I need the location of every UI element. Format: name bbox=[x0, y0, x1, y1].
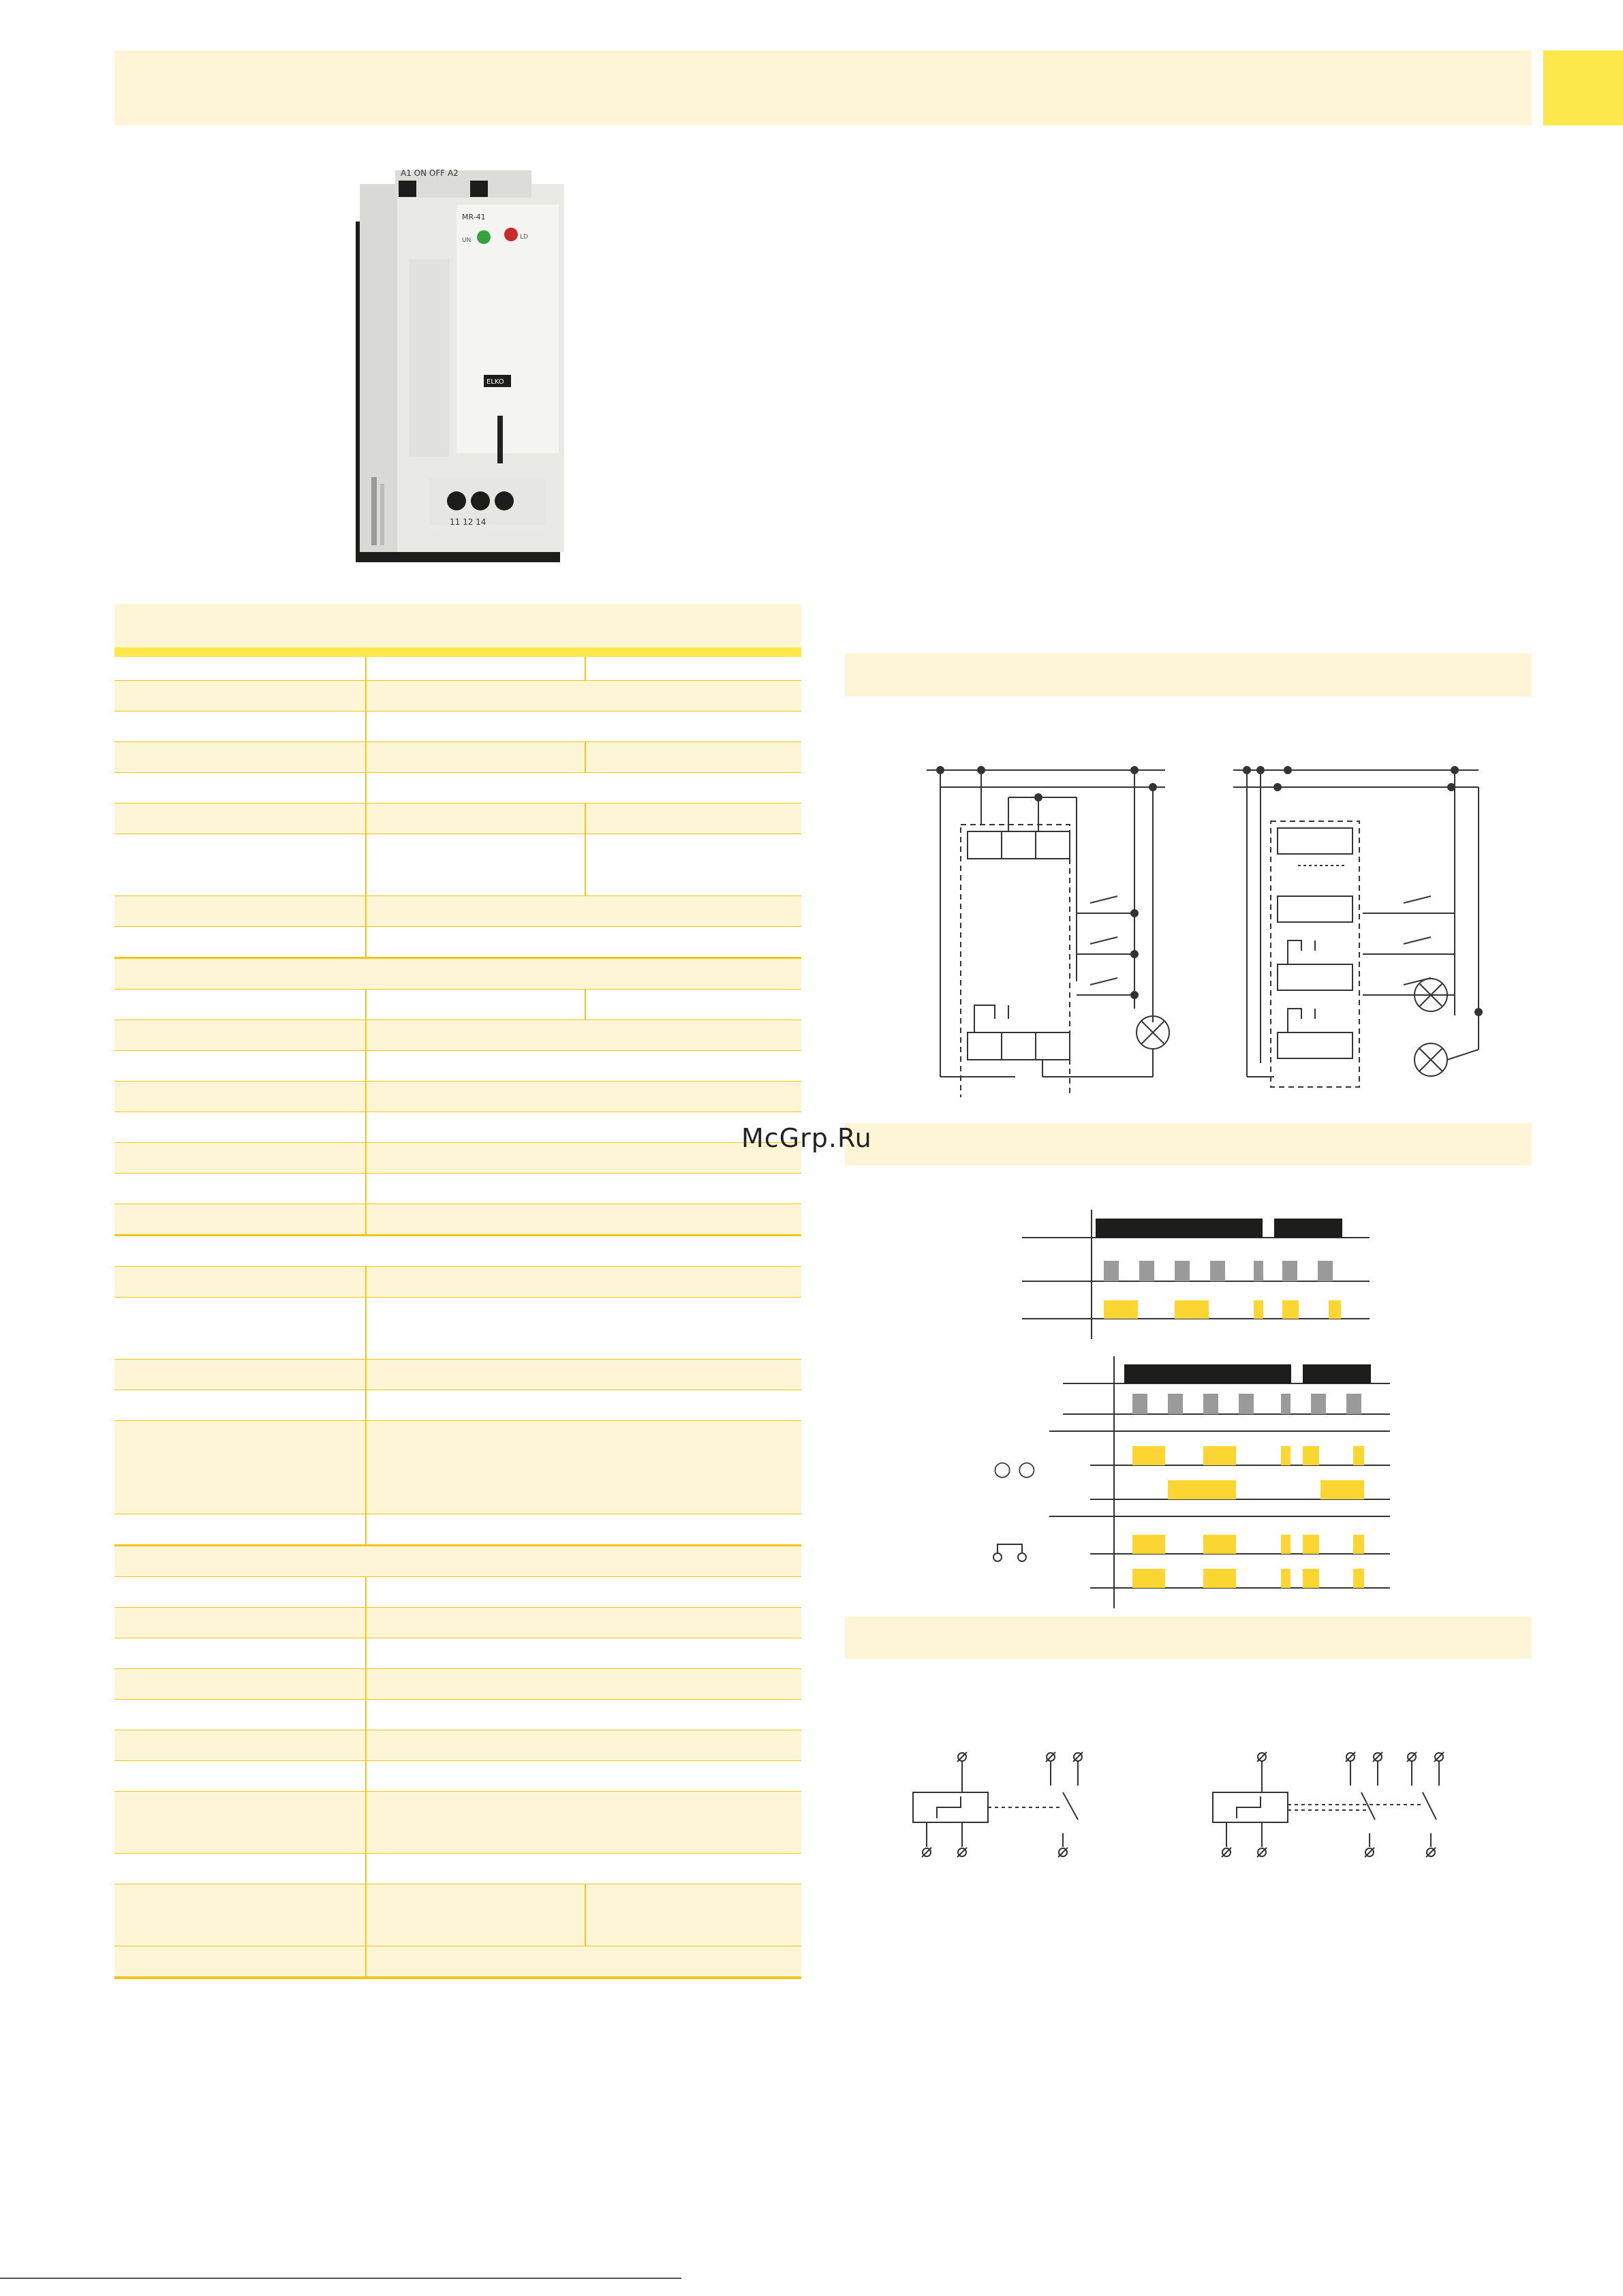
contact-nc-icon bbox=[998, 1544, 1022, 1554]
table-row bbox=[114, 1020, 801, 1051]
table-row bbox=[114, 1514, 801, 1546]
product-image bbox=[341, 157, 627, 566]
table-row bbox=[114, 1421, 801, 1514]
table-row bbox=[114, 1761, 801, 1792]
table-row bbox=[114, 1638, 801, 1669]
table-row bbox=[114, 1267, 801, 1298]
table-row bbox=[114, 1792, 801, 1854]
table-row bbox=[114, 1082, 801, 1112]
function-timing-diagram-2 bbox=[981, 1356, 1404, 1615]
table-row bbox=[114, 1390, 801, 1421]
table-row bbox=[114, 742, 801, 773]
spec-table bbox=[114, 604, 801, 1979]
led-green-icon bbox=[477, 230, 491, 244]
section-row bbox=[114, 959, 801, 990]
section-header-symbol bbox=[845, 1617, 1532, 1659]
table-row bbox=[114, 1700, 801, 1730]
table-row bbox=[114, 896, 801, 927]
terminal-icon bbox=[471, 491, 490, 510]
product-model: MR-41 bbox=[462, 213, 486, 221]
spec-table-header bbox=[114, 604, 801, 647]
terminal-icon bbox=[447, 491, 466, 510]
product-top-label: A1 ON OFF A2 bbox=[401, 168, 459, 178]
led-red-icon bbox=[504, 228, 518, 241]
table-row bbox=[114, 834, 801, 896]
table-row bbox=[114, 1143, 801, 1174]
table-row bbox=[114, 1051, 801, 1082]
section-header-wiring bbox=[845, 653, 1532, 697]
table-row bbox=[114, 990, 801, 1020]
table-row bbox=[114, 803, 801, 834]
header-band bbox=[114, 50, 1532, 125]
terminal-icon bbox=[495, 491, 514, 510]
table-row bbox=[114, 657, 801, 681]
function-timing-diagram-1 bbox=[1015, 1193, 1383, 1349]
spec-table-header-bar bbox=[114, 647, 801, 657]
table-row bbox=[114, 711, 801, 742]
table-row bbox=[114, 1669, 801, 1700]
table-row bbox=[114, 1730, 801, 1761]
table-row bbox=[114, 1577, 801, 1608]
table-row bbox=[114, 681, 801, 711]
table-row bbox=[114, 1360, 801, 1390]
led-left-label: UN bbox=[462, 237, 472, 244]
header-tab bbox=[1543, 50, 1623, 125]
relay-symbol-single bbox=[899, 1745, 1117, 1867]
table-row bbox=[114, 1854, 801, 1884]
table-row bbox=[114, 773, 801, 803]
section-row bbox=[114, 1236, 801, 1267]
table-row bbox=[114, 1608, 801, 1638]
product-terminals: 11 12 14 bbox=[450, 517, 486, 527]
wiring-diagram-single bbox=[913, 750, 1233, 1097]
contacts-no-label: ○ ○ bbox=[993, 1457, 1036, 1481]
wiring-diagram-double bbox=[1220, 750, 1506, 1097]
product-brand: ELKO bbox=[486, 378, 504, 386]
led-right-label: LD bbox=[520, 234, 528, 241]
section-row bbox=[114, 1546, 801, 1577]
table-row bbox=[114, 1946, 801, 1979]
watermark: McGrp.Ru bbox=[741, 1123, 872, 1153]
table-row bbox=[114, 1298, 801, 1360]
table-row bbox=[114, 1884, 801, 1946]
footer-rule bbox=[0, 2278, 681, 2279]
relay-symbol-double bbox=[1199, 1745, 1458, 1867]
table-row bbox=[114, 1174, 801, 1204]
section-header-function bbox=[845, 1123, 1532, 1165]
table-row bbox=[114, 1112, 801, 1143]
table-row bbox=[114, 927, 801, 959]
table-row bbox=[114, 1204, 801, 1236]
